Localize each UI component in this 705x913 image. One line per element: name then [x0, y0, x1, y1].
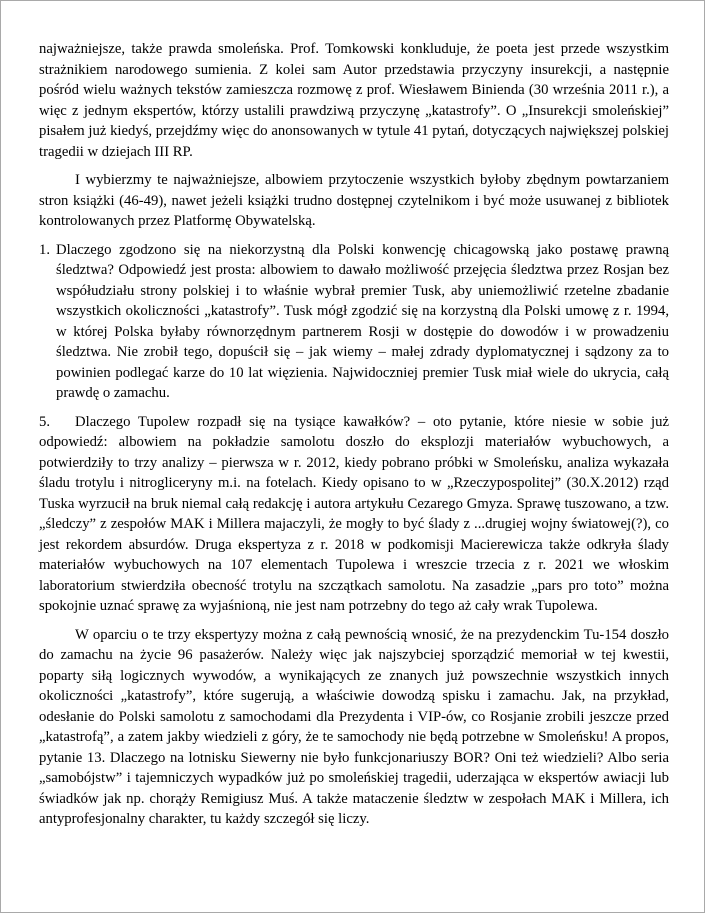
list-item-text: Dlaczego Tupolew rozpadł się na tysiące kawałków? – oto pytanie, które niesie w sobie już odpowiedź: albowiem na pokładzie samolotu doszło do eksplozji materiałów wybuchowych, a potwierdziły to trzy analizy – pierwsza w r. 2012, kiedy pobrano próbki w Smoleńsku, analiza wykazała śladu trotylu i nitrogliceryny m.i. na fotelach. Kiedy opisano to w „Rzeczypospolitej” (30.X.2012) rząd Tuska wyrzucił na bruk niemal całą redakcję i autora artykułu Cezarego Gmyza. Sprawę tuszowano, a tzw. „śledczy” z zespołów MAK i Millera majaczyli, że mogły to być ślady z ...drugiej wojny światowej(?), co jest rekordem absurdów. Druga ekspertyza z r. 2018 w podkomisji Macierewicza także odkryła ślady materiałów wybuchowych na 107 elementach Tupolewa i wreszcie trzecia z r. 2021 we włoskim laboratorium stwierdziła obecność trotylu na szczątkach samolotu. Na zasadzie „pars pro toto” można spokojnie uznać sprawę za wyjaśnioną, nie jest nam potrzebny do tego aż cały wrak Tupolewa. [39, 413, 669, 614]
paragraph-selection: I wybierzmy te najważniejsze, albowiem przytoczenie wszystkich byłoby zbędnym powtarzaniem stron książki (46-49), nawet jeżeli książki trudno dostępnej czytelnikom i być może usuwanej z bibliotek kontrolowanych przez Platformę Obywatelską. [39, 172, 669, 229]
list-item-question-1 [39, 240, 669, 404]
list-item-text: Dlaczego zgodzono się na niekorzystną dla Polski konwencję chicagowską jako postawę prawną śledztwa? Odpowiedź jest prosta: albowiem to dawało możliwość przejęcia śledztwa przez Rosjan bez współudziału strony polskiej i to właśnie wybrał premier Tusk, aby uniemożliwić rzetelne zbadanie wszystkich okoliczności „katastrofy”. Tusk mógł zgodzić się na korzystną dla Polski umowę z r. 1994, w której Polska byłaby równorzędnym partnerem Rosji w dostępie do dowodów i w prowadzeniu śledztwa. Nie zrobił tego, dopuścił się – jak wiemy – małej zdrady dyplomatycznej i sądzony za to powinien podlegać karze do 10 lat więzienia. Najwidoczniej premier Tusk miał wiele do ukrycia, całą prawdę o zamachu. [56, 241, 669, 401]
list-item-question-5 [39, 412, 669, 617]
list-item-number: 1. [39, 241, 51, 258]
paragraph-intro: najważniejsze, także prawda smoleńska. Prof. Tomkowski konkluduje, że poeta jest przede wszystkim strażnikiem narodowego sumienia. Z kolei sam Autor przedstawia przyczyny insurekcji, a następnie pośród wielu ważnych tekstów zamieszcza rozmowę z prof. Wiesławem Binienda (30 września 2011 r.), a więc z jednym ekspertów, którzy ustalili prawdziwą przyczynę „katastrofy”. O „Insurekcji smoleńskiej” pisałem już kiedyś, przejdźmy więc do anonsowanych w tytule 41 pytań, dotyczących największej polskiej tragedii w dziejach III RP. [39, 41, 669, 160]
document-body [39, 39, 669, 838]
list-item-number: 5. [39, 413, 51, 430]
paragraph-conclusion: W oparciu o te trzy ekspertyzy można z całą pewnością wnosić, że na prezydenckim Tu-154 doszło do zamachu na życie 96 pasażerów. Należy więc jak najszybciej sporządzić memoriał w tej kwestii, poparty siłą logicznych wywodów, a wynikających ze znanych już powszechnie wszystkich innych okoliczności „katastrofy”, które sugerują, a właściwie dowodzą spisku i zamachu. Jak, na przykład, odesłanie do Polski samolotu z samochodami dla Prezydenta i VIP-ów, co Rosjanie zrobili jeszcze przed „katastrofą”, a zatem jakby wiedzieli z góry, że te samochody nie będą potrzebne w Smoleńsku! A propos, pytanie 13. Dlaczego na lotnisku Siewerny nie było funkcjonariuszy BOR? Oni też wiedzieli? Albo seria „samobójstw” i tajemniczych wypadków już po smoleńskiej tragedii, uderzająca w ekspertów awiacji lub świadków jak np. chorąży Remigiusz Muś. A także mataczenie śledztw w zespołach MAK i Millera, ich antyprofesjonalny charakter, tu każdy szczegół się liczy. [39, 626, 669, 827]
